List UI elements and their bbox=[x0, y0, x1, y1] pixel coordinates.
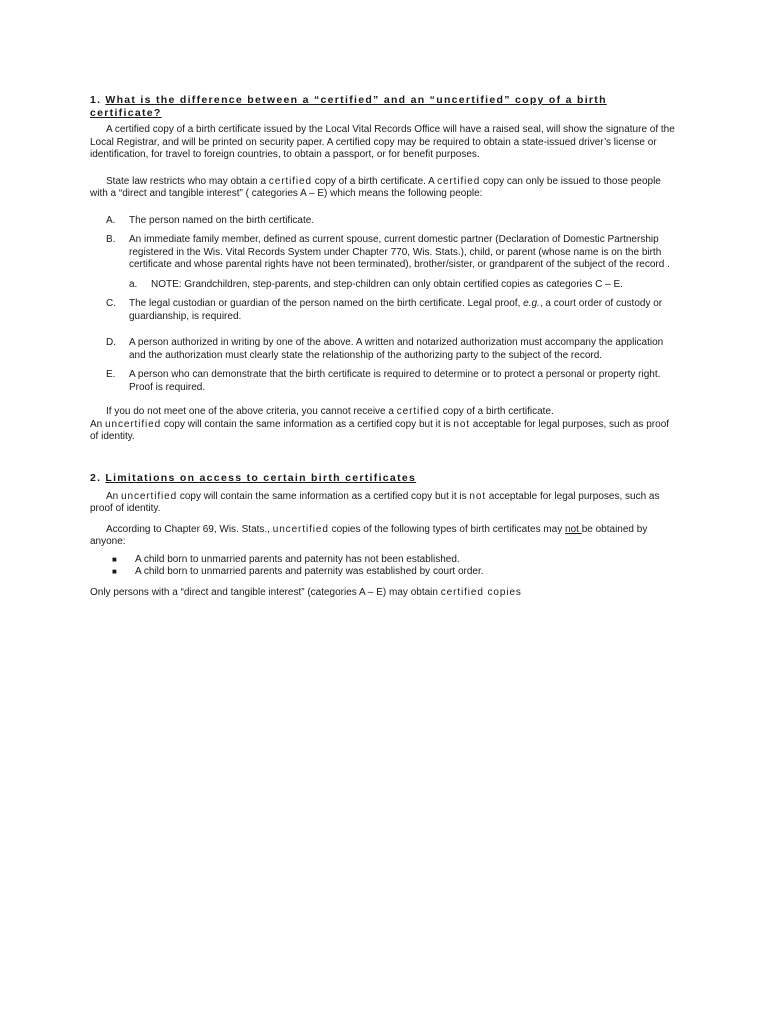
text-run: acceptable for legal purposes, such as proof of identity. bbox=[90, 418, 670, 442]
text-run: copies of the following types of birth certificates may bbox=[328, 523, 566, 535]
text-run: acceptable for legal purposes, such as proof of identity. bbox=[90, 490, 660, 514]
text-run: certified bbox=[396, 406, 440, 417]
list-item-text: A person authorized in writing by one of the above. A written and notarized authorization must accompany the application and the authorization must clearly state the relationship of the authorizing party to the subject of the record. bbox=[129, 337, 664, 361]
text-run: certified bbox=[268, 175, 312, 187]
bullet-item bbox=[112, 566, 680, 579]
text-run: The legal custodian or guardian of the person named on the birth certificate. Legal proof, bbox=[129, 298, 524, 309]
section-1-paragraph-1: A certified copy of a birth certificate issued by the Local Vital Records Office will have a raised seal, will show the signature of the Local Registrar, and will be printed on security paper. A certified copy may be required to obtain a state-issued driver’s license or identification, for travel to foreign countries, to obtain a passport, or for benefit purposes. bbox=[90, 124, 675, 160]
list-marker: A. bbox=[106, 214, 116, 226]
text-run: Only persons with a “direct and tangible interest” (categories A – E) may obtain bbox=[90, 586, 441, 598]
list-item-text: A person who can demonstrate that the birth certificate is required to determine or to protect a personal or property right. Proof is required. bbox=[129, 369, 661, 393]
text-run: copy of a birth certificate. A bbox=[311, 175, 438, 187]
text-run: copy will contain the same information as a certified copy but it is bbox=[177, 490, 470, 502]
text-run: not bbox=[565, 523, 582, 535]
text-run: copy can only be issued to those people with a “direct and tangible interest” ( categories A – E) which means the following people: bbox=[90, 175, 661, 199]
text-run: An bbox=[106, 490, 122, 502]
list-item-a bbox=[106, 215, 680, 228]
document-content bbox=[90, 94, 680, 599]
list-item-text: NOTE: Grandchildren, step-parents, and step-children can only obtain certified copies as categories C – E. bbox=[151, 278, 623, 290]
text-run: According to Chapter 69, Wis. Stats., bbox=[106, 523, 273, 535]
section-1-closing bbox=[90, 406, 680, 444]
text-run: , a court order of custody or guardianship, is required. bbox=[129, 298, 663, 322]
list-item-d bbox=[106, 337, 680, 362]
text-run: uncertified bbox=[272, 523, 329, 535]
list-marker: C. bbox=[106, 298, 116, 309]
list-item-text bbox=[129, 298, 662, 322]
bullet-item bbox=[112, 554, 680, 567]
text-run: e.g. bbox=[523, 298, 540, 309]
eligibility-list bbox=[106, 215, 680, 395]
bullet-text: A child born to unmarried parents and paternity was established by court order. bbox=[135, 566, 484, 577]
bullet-marker: ■ bbox=[112, 554, 117, 564]
restricted-types-list bbox=[112, 554, 680, 579]
text-run: An bbox=[90, 418, 106, 430]
bullet-text: A child born to unmarried parents and paternity has not been established. bbox=[135, 553, 460, 565]
text-run: be obtained by anyone: bbox=[90, 523, 648, 547]
bullet-marker: ■ bbox=[112, 567, 117, 576]
list-marker: a. bbox=[129, 278, 138, 290]
text-run: uncertified bbox=[121, 490, 178, 502]
text-run: uncertified bbox=[105, 418, 162, 430]
text-run: State law restricts who may obtain a bbox=[106, 175, 269, 187]
text-run: not bbox=[453, 418, 471, 430]
text-run: certified bbox=[437, 175, 481, 187]
list-item-text: The person named on the birth certificate. bbox=[129, 214, 315, 226]
section-2-title: Limitations on access to certain birth certificates bbox=[105, 471, 417, 484]
text-run: not bbox=[469, 490, 487, 502]
list-item-e bbox=[106, 369, 680, 394]
list-item-b bbox=[106, 234, 680, 272]
list-item-c bbox=[106, 298, 680, 323]
section-2-heading bbox=[90, 472, 680, 485]
list-note-a bbox=[106, 279, 680, 292]
section-1-heading bbox=[90, 94, 680, 120]
text-run: If you do not meet one of the above criteria, you cannot receive a bbox=[106, 406, 397, 417]
text-run: copy of a birth certificate. bbox=[439, 406, 554, 417]
list-marker: E. bbox=[106, 369, 116, 380]
section-2-final bbox=[90, 587, 680, 600]
list-item-text: An immediate family member, defined as current spouse, current domestic partner (Declaration of Domestic Partnership registered in the Wis. Vital Records System under Chapter 770, Wis. Stats.), child, or parent (whose name is on the birth certificate and whose parental rights have not been terminated), brother/sister, or grandparent of the subject of the record . bbox=[129, 234, 670, 270]
section-2-number: 2. bbox=[90, 471, 102, 484]
section-1-paragraph-2 bbox=[90, 176, 680, 201]
section-1-number: 1. bbox=[90, 94, 102, 106]
section-2-paragraph-2 bbox=[90, 524, 680, 549]
text-run: copy will contain the same information as a certified copy but it is bbox=[161, 418, 454, 430]
text-run: certified copies bbox=[440, 586, 522, 598]
list-marker: D. bbox=[106, 337, 116, 348]
list-marker: B. bbox=[106, 234, 116, 245]
section-1-title: What is the difference between a “certified” and an “uncertified” copy of a birth certificate? bbox=[90, 94, 607, 119]
section-2-paragraph-1 bbox=[90, 491, 680, 516]
